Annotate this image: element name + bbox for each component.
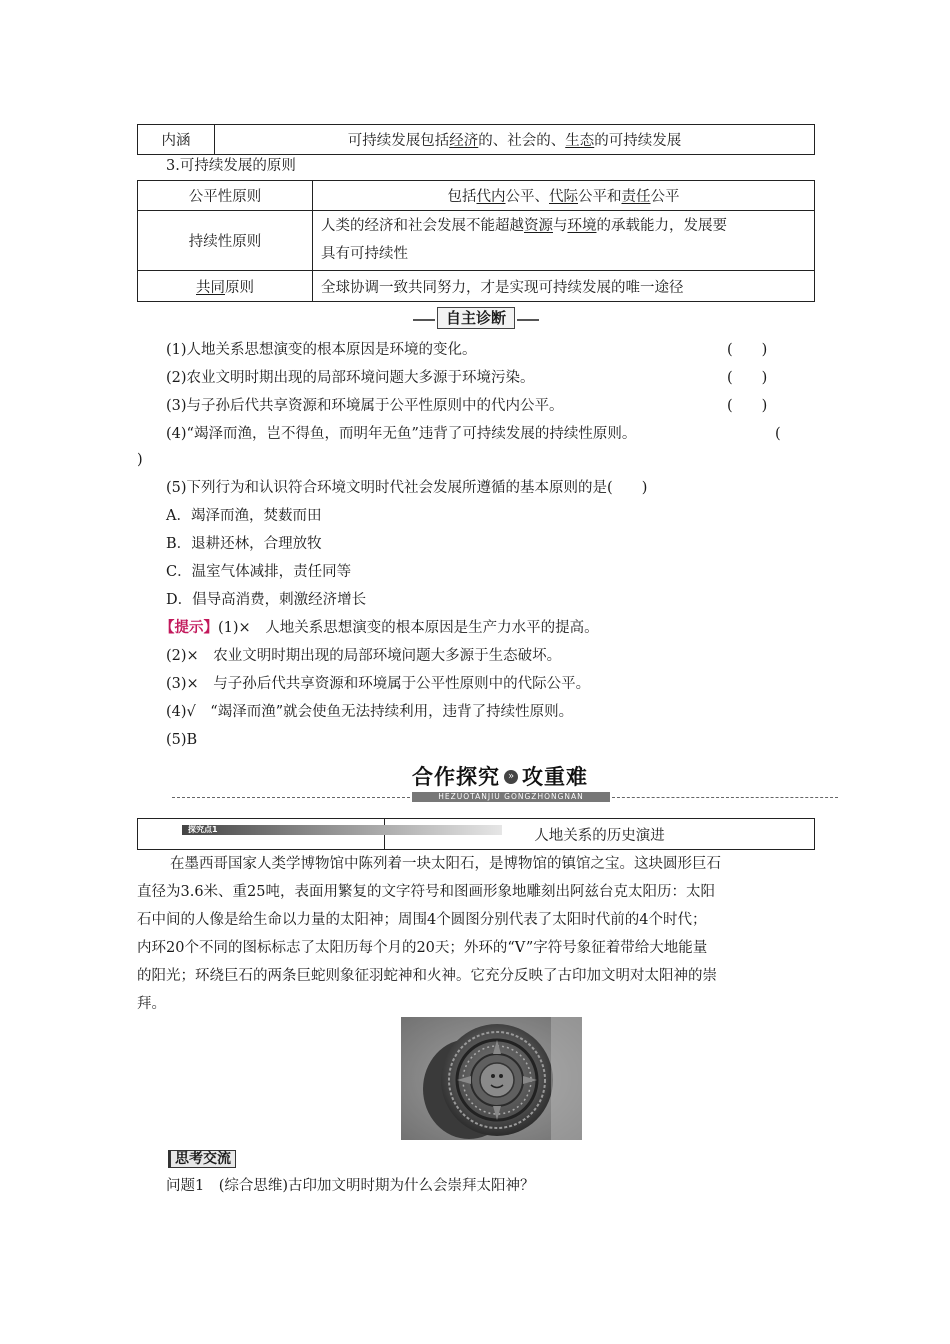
fairness-principle-content: 包括代内公平、代际公平和责任公平 [313,181,815,211]
explore-point-title: 人地关系的历史演进 [385,819,815,850]
paragraph-line-6: 拜。 [137,996,166,1012]
question-4-answer-paren-open: ( [775,426,781,442]
self-check-banner [413,307,539,329]
question-2: (2)农业文明时期出现的局部环境问题大多源于环境污染。 [166,370,535,386]
explore-point-table [137,818,815,850]
paragraph-line-4: 内环20个不同的图标标志了太阳历每个月的20天；外环的“V”字符号象征着带给大地能量 [137,940,708,956]
sustainability-principle-label: 持续性原则 [138,210,313,271]
heading-dash-right [612,797,838,798]
question-1-text: 问题1 (综合思维)古印加文明时期为什么会崇拜太阳神？ [166,1178,535,1194]
cooperative-inquiry-heading [412,764,612,804]
sustainability-principle-content: 人类的经济和社会发展不能超越资源与环境的承载能力，发展要 具有可持续性 [313,210,815,271]
option-b: B．退耕还林，合理放牧 [166,536,322,552]
hint-3: (3)× 与子孙后代共享资源和环境属于公平性原则中的代际公平。 [166,676,591,692]
common-principle-label: 共同原则 [138,271,313,302]
connotation-table [137,124,815,155]
heading-dash-left [172,797,410,798]
paragraph-line-2: 直径为3.6米、重25吨，表面用繁复的文字符号和图画形象地雕刻出阿兹台克太阳历：太阳 [137,884,716,900]
connotation-label: 内涵 [138,125,215,155]
question-2-answer-paren: ( ) [727,370,768,386]
hint-4: (4)√ “竭泽而渔”就会使鱼无法持续利用，违背了持续性原则。 [166,704,574,720]
heading-right-text: 攻重难 [522,765,588,789]
heading-pinyin-bar: HEZUOTANJIU GONGZHONGNAN [412,792,610,802]
hint-2: (2)× 农业文明时期出现的局部环境问题大多源于生态破坏。 [166,648,562,664]
option-a: A．竭泽而渔，焚薮而田 [166,508,322,524]
common-principle-content: 全球协调一致共同努力，才是实现可持续发展的唯一途径 [313,271,815,302]
paragraph-line-3: 石中间的人像是给生命以力量的太阳神；周围4个圆图分别代表了太阳时代前的4个时代； [137,912,707,928]
hint-label: 【提示】 [160,619,218,636]
connotation-content: 可持续发展包括经济的、社会的、生态的可持续发展 [215,125,815,155]
question-4: (4)“竭泽而渔，岂不得鱼，而明年无鱼”违背了可持续发展的持续性原则。 [166,426,637,442]
question-1-answer-paren: ( ) [727,342,768,358]
question-1: (1)人地关系思想演变的根本原因是环境的变化。 [166,342,477,358]
explore-tag-bar [182,825,502,835]
principles-table [137,180,815,302]
question-4-answer-paren-close: ) [137,452,143,468]
option-c: C．温室气体减排，责任同等 [166,564,352,580]
hint-5: (5)B [166,732,198,748]
question-3: (3)与子孙后代共享资源和环境属于公平性原则中的代内公平。 [166,398,564,414]
paragraph-line-1: 在墨西哥国家人类学博物馆中陈列着一块太阳石，是博物馆的镇馆之宝。这块圆形巨石 [170,856,721,872]
hint-1: 【提示】(1)× 人地关系思想演变的根本原因是生产力水平的提高。 [160,619,599,636]
question-5: (5)下列行为和认识符合环境文明时代社会发展所遵循的基本原则的是( ) [166,480,648,496]
heading-arrow-icon: » [504,770,518,784]
sun-stone-image [401,1017,582,1140]
banner-left-rule [413,319,435,321]
option-d: D．倡导高消费，刺激经济增长 [166,592,367,608]
self-check-label: 自主诊断 [437,307,515,329]
fairness-principle-label: 公平性原则 [138,181,313,211]
think-exchange-label: 思考交流 [168,1150,236,1168]
heading-left-text: 合作探究 [412,765,500,789]
section-3-title: 3.可持续发展的原则 [166,158,296,174]
explore-tag-text: 探究点1 [188,825,218,834]
sun-stone-photo [401,1017,582,1140]
banner-right-rule [517,319,539,321]
paragraph-line-5: 的阳光；环绕巨石的两条巨蛇则象征羽蛇神和火神。它充分反映了古印加文明对太阳神的崇 [137,968,717,984]
explore-point-tag-cell [138,819,385,850]
question-3-answer-paren: ( ) [727,398,768,414]
